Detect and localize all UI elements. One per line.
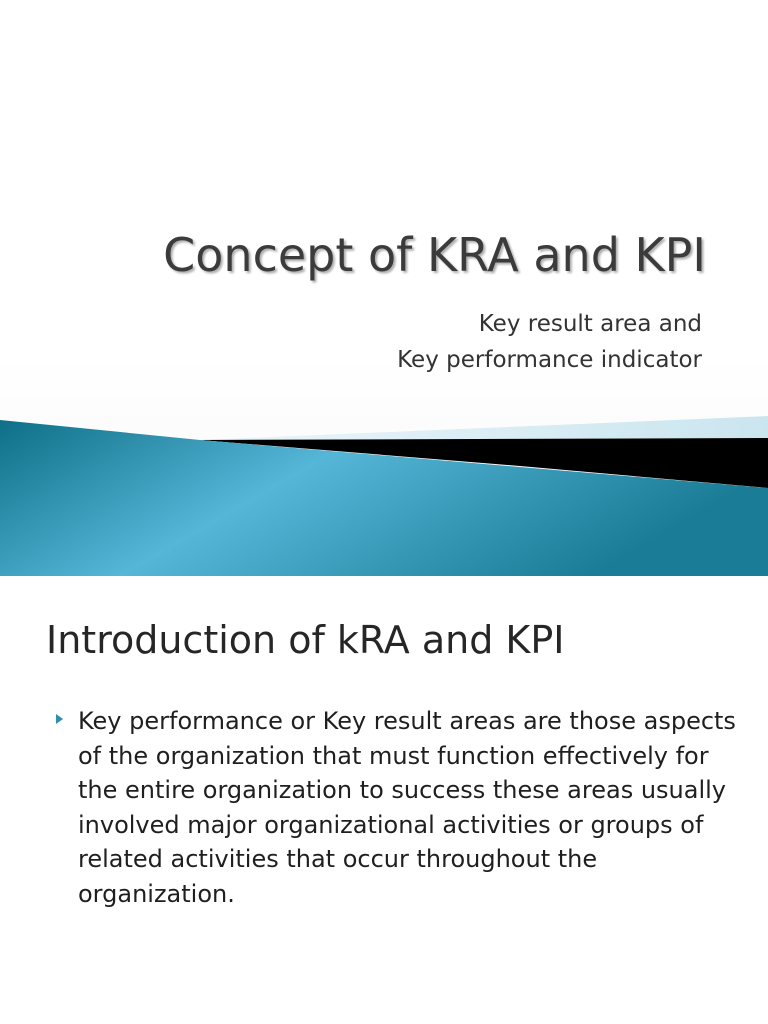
bullet-item <box>56 704 736 911</box>
slide-2 <box>0 576 768 1024</box>
band-pale-strip <box>200 416 768 442</box>
triangle-right-icon <box>56 714 63 724</box>
bullet-text: Key performance or Key result areas are those aspects of the organization that must function effectively for the entire organization to success these areas usually involved major organizational activities or groups of related activities that occur throughout the organization. <box>78 707 736 908</box>
slide-2-title: Introduction of kRA and KPI <box>46 618 565 662</box>
slide-1-title: Concept of KRA and KPI <box>163 228 706 282</box>
subtitle-line: Key result area and <box>478 311 702 337</box>
subtitle-line: Key performance indicator <box>397 347 702 373</box>
